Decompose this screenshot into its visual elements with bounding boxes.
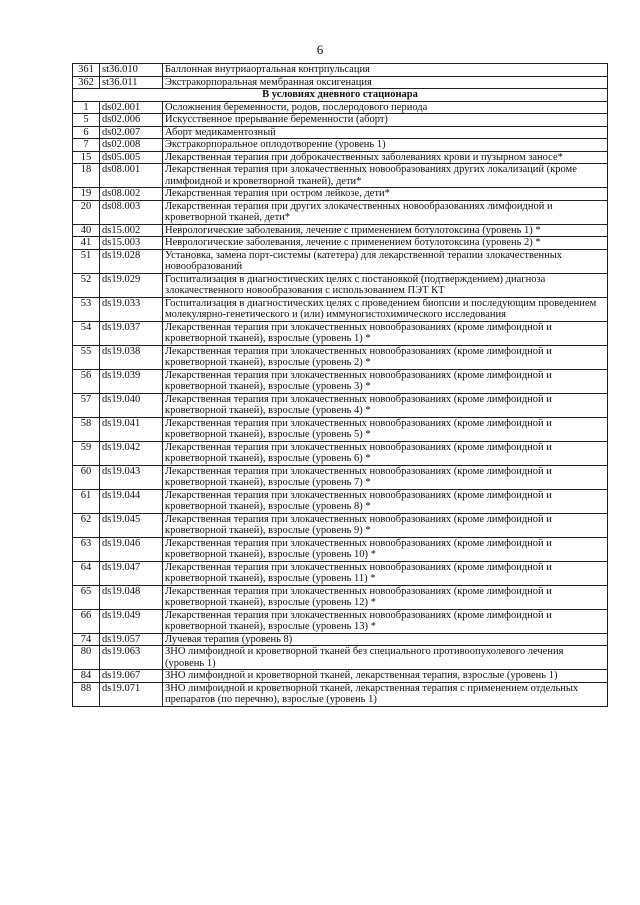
row-number-cell: 40 xyxy=(73,224,100,237)
row-number-cell: 63 xyxy=(73,537,100,561)
table-row xyxy=(73,441,608,465)
row-code-cell: ds08.001 xyxy=(100,164,163,188)
row-name-cell: Лекарственная терапия при злокачественных новообразованиях (кроме лимфоидной и кроветворной тканей), взрослые (уровень 12) * xyxy=(163,585,608,609)
row-name-cell: Лекарственная терапия при других злокачественных новообразованиях лимфоидной и кроветворной тканей, дети* xyxy=(163,200,608,224)
row-code-cell: ds08.003 xyxy=(100,200,163,224)
row-name-cell: Лекарственная терапия при злокачественных новообразованиях (кроме лимфоидной и кроветворной тканей), взрослые (уровень 13) * xyxy=(163,609,608,633)
row-name-cell: Лекарственная терапия при доброкачественных заболеваниях крови и пузырном заносе* xyxy=(163,151,608,164)
row-code-cell: st36.010 xyxy=(100,64,163,77)
table-row xyxy=(73,561,608,585)
row-code-cell: ds02.001 xyxy=(100,101,163,114)
table-row xyxy=(73,139,608,152)
row-code-cell: ds19.047 xyxy=(100,561,163,585)
row-name-cell: Лекарственная терапия при злокачественных новообразованиях (кроме лимфоидной и кроветворной тканей), взрослые (уровень 10) * xyxy=(163,537,608,561)
row-number-cell: 15 xyxy=(73,151,100,164)
table-row xyxy=(73,249,608,273)
row-name-cell: Баллонная внутриаортальная контрпульсация xyxy=(163,64,608,77)
row-number-cell: 57 xyxy=(73,393,100,417)
table-row xyxy=(73,393,608,417)
row-name-cell: Осложнения беременности, родов, послеродового периода xyxy=(163,101,608,114)
table-row xyxy=(73,297,608,321)
row-name-cell: Искусственное прерывание беременности (аборт) xyxy=(163,114,608,127)
row-code-cell: st36.011 xyxy=(100,76,163,89)
table-row xyxy=(73,633,608,646)
table-row xyxy=(73,164,608,188)
row-code-cell: ds19.049 xyxy=(100,609,163,633)
row-code-cell: ds19.046 xyxy=(100,537,163,561)
row-name-cell: Лекарственная терапия при злокачественных новообразованиях (кроме лимфоидной и кроветворной тканей), взрослые (уровень 8) * xyxy=(163,489,608,513)
row-code-cell: ds15.003 xyxy=(100,237,163,250)
row-code-cell: ds19.071 xyxy=(100,682,163,706)
row-code-cell: ds19.029 xyxy=(100,273,163,297)
row-code-cell: ds02.006 xyxy=(100,114,163,127)
table-row xyxy=(73,224,608,237)
row-code-cell: ds19.033 xyxy=(100,297,163,321)
row-number-cell: 58 xyxy=(73,417,100,441)
row-name-cell: ЗНО лимфоидной и кроветворной тканей, лекарственная терапия с применением отдельных препаратов (по перечню), взрослые (уровень 1) xyxy=(163,682,608,706)
row-number-cell: 5 xyxy=(73,114,100,127)
row-number-cell: 18 xyxy=(73,164,100,188)
row-name-cell: Лекарственная терапия при злокачественных новообразованиях (кроме лимфоидной и кроветворной тканей), взрослые (уровень 3) * xyxy=(163,369,608,393)
row-code-cell: ds19.028 xyxy=(100,249,163,273)
row-name-cell: Лекарственная терапия при злокачественных новообразованиях других локализаций (кроме лимфоидной и кроветворной тканей), дети* xyxy=(163,164,608,188)
table-row xyxy=(73,188,608,201)
row-name-cell: Неврологические заболевания, лечение с применением ботулотоксина (уровень 1) * xyxy=(163,224,608,237)
row-number-cell: 20 xyxy=(73,200,100,224)
row-code-cell: ds15.002 xyxy=(100,224,163,237)
table-row xyxy=(73,76,608,89)
row-number-cell: 6 xyxy=(73,126,100,139)
row-code-cell: ds19.043 xyxy=(100,465,163,489)
page-number: 6 xyxy=(316,42,324,57)
row-name-cell: Установка, замена порт-системы (катетера) для лекарственной терапии злокачественных новообразований xyxy=(163,249,608,273)
row-code-cell: ds19.040 xyxy=(100,393,163,417)
row-number-cell: 65 xyxy=(73,585,100,609)
row-code-cell: ds19.037 xyxy=(100,321,163,345)
row-code-cell: ds05.005 xyxy=(100,151,163,164)
row-number-cell: 55 xyxy=(73,345,100,369)
row-number-cell: 61 xyxy=(73,489,100,513)
row-number-cell: 51 xyxy=(73,249,100,273)
row-name-cell: Лекарственная терапия при злокачественных новообразованиях (кроме лимфоидной и кроветворной тканей), взрослые (уровень 11) * xyxy=(163,561,608,585)
row-code-cell: ds19.048 xyxy=(100,585,163,609)
table-row xyxy=(73,646,608,670)
row-name-cell: Лекарственная терапия при злокачественных новообразованиях (кроме лимфоидной и кроветворной тканей), взрослые (уровень 2) * xyxy=(163,345,608,369)
table-row xyxy=(73,237,608,250)
row-number-cell: 84 xyxy=(73,670,100,683)
table-row xyxy=(73,321,608,345)
table-row xyxy=(73,345,608,369)
row-name-cell: Лекарственная терапия при злокачественных новообразованиях (кроме лимфоидной и кроветворной тканей), взрослые (уровень 1) * xyxy=(163,321,608,345)
section-row xyxy=(73,89,608,102)
row-number-cell: 52 xyxy=(73,273,100,297)
row-name-cell: Аборт медикаментозный xyxy=(163,126,608,139)
table-row xyxy=(73,200,608,224)
row-number-cell: 80 xyxy=(73,646,100,670)
table-row xyxy=(73,101,608,114)
row-number-cell: 66 xyxy=(73,609,100,633)
table-body xyxy=(73,64,608,707)
table-row xyxy=(73,465,608,489)
row-code-cell: ds19.067 xyxy=(100,670,163,683)
table-row xyxy=(73,369,608,393)
row-code-cell: ds02.008 xyxy=(100,139,163,152)
row-number-cell: 56 xyxy=(73,369,100,393)
table-row xyxy=(73,64,608,77)
row-name-cell: ЗНО лимфоидной и кроветворной тканей, лекарственная терапия, взрослые (уровень 1) xyxy=(163,670,608,683)
row-code-cell: ds19.063 xyxy=(100,646,163,670)
table-row xyxy=(73,151,608,164)
section-title: В условиях дневного стационара xyxy=(73,89,608,102)
row-number-cell: 1 xyxy=(73,101,100,114)
row-name-cell: Лекарственная терапия при злокачественных новообразованиях (кроме лимфоидной и кроветворной тканей), взрослые (уровень 4) * xyxy=(163,393,608,417)
row-code-cell: ds02.007 xyxy=(100,126,163,139)
table-row xyxy=(73,126,608,139)
table-row xyxy=(73,114,608,127)
table-row xyxy=(73,609,608,633)
row-name-cell: Лекарственная терапия при остром лейкозе, дети* xyxy=(163,188,608,201)
row-number-cell: 60 xyxy=(73,465,100,489)
row-name-cell: Лекарственная терапия при злокачественных новообразованиях (кроме лимфоидной и кроветворной тканей), взрослые (уровень 9) * xyxy=(163,513,608,537)
row-number-cell: 88 xyxy=(73,682,100,706)
row-name-cell: Лекарственная терапия при злокачественных новообразованиях (кроме лимфоидной и кроветворной тканей), взрослые (уровень 5) * xyxy=(163,417,608,441)
row-name-cell: Лекарственная терапия при злокачественных новообразованиях (кроме лимфоидной и кроветворной тканей), взрослые (уровень 6) * xyxy=(163,441,608,465)
row-code-cell: ds19.041 xyxy=(100,417,163,441)
row-number-cell: 59 xyxy=(73,441,100,465)
row-code-cell: ds19.042 xyxy=(100,441,163,465)
row-name-cell: Госпитализация в диагностических целях с проведением биопсии и последующим проведением молекулярно-генетического и (или) иммуногистохимического исследования xyxy=(163,297,608,321)
row-number-cell: 362 xyxy=(73,76,100,89)
tariff-table xyxy=(72,63,608,707)
row-number-cell: 19 xyxy=(73,188,100,201)
row-name-cell: Лучевая терапия (уровень 8) xyxy=(163,633,608,646)
row-number-cell: 41 xyxy=(73,237,100,250)
row-name-cell: Лекарственная терапия при злокачественных новообразованиях (кроме лимфоидной и кроветворной тканей), взрослые (уровень 7) * xyxy=(163,465,608,489)
table-row xyxy=(73,585,608,609)
row-number-cell: 361 xyxy=(73,64,100,77)
table-row xyxy=(73,537,608,561)
row-number-cell: 7 xyxy=(73,139,100,152)
row-code-cell: ds19.038 xyxy=(100,345,163,369)
table-row xyxy=(73,513,608,537)
table-row xyxy=(73,489,608,513)
row-number-cell: 54 xyxy=(73,321,100,345)
row-code-cell: ds19.057 xyxy=(100,633,163,646)
row-code-cell: ds19.045 xyxy=(100,513,163,537)
row-name-cell: Экстракорпоральная мембранная оксигенация xyxy=(163,76,608,89)
row-name-cell: Экстракорпоральное оплодотворение (уровень 1) xyxy=(163,139,608,152)
table-row xyxy=(73,273,608,297)
row-number-cell: 74 xyxy=(73,633,100,646)
table-row xyxy=(73,682,608,706)
row-code-cell: ds19.044 xyxy=(100,489,163,513)
row-name-cell: Неврологические заболевания, лечение с применением ботулотоксина (уровень 2) * xyxy=(163,237,608,250)
row-number-cell: 64 xyxy=(73,561,100,585)
row-name-cell: Госпитализация в диагностических целях с постановкой (подтверждением) диагноза злокачественного новообразования с использованием ПЭТ КТ xyxy=(163,273,608,297)
table-row xyxy=(73,670,608,683)
table-row xyxy=(73,417,608,441)
row-number-cell: 62 xyxy=(73,513,100,537)
row-code-cell: ds19.039 xyxy=(100,369,163,393)
row-name-cell: ЗНО лимфоидной и кроветворной тканей без специального противоопухолевого лечения (уровень 1) xyxy=(163,646,608,670)
row-number-cell: 53 xyxy=(73,297,100,321)
row-code-cell: ds08.002 xyxy=(100,188,163,201)
